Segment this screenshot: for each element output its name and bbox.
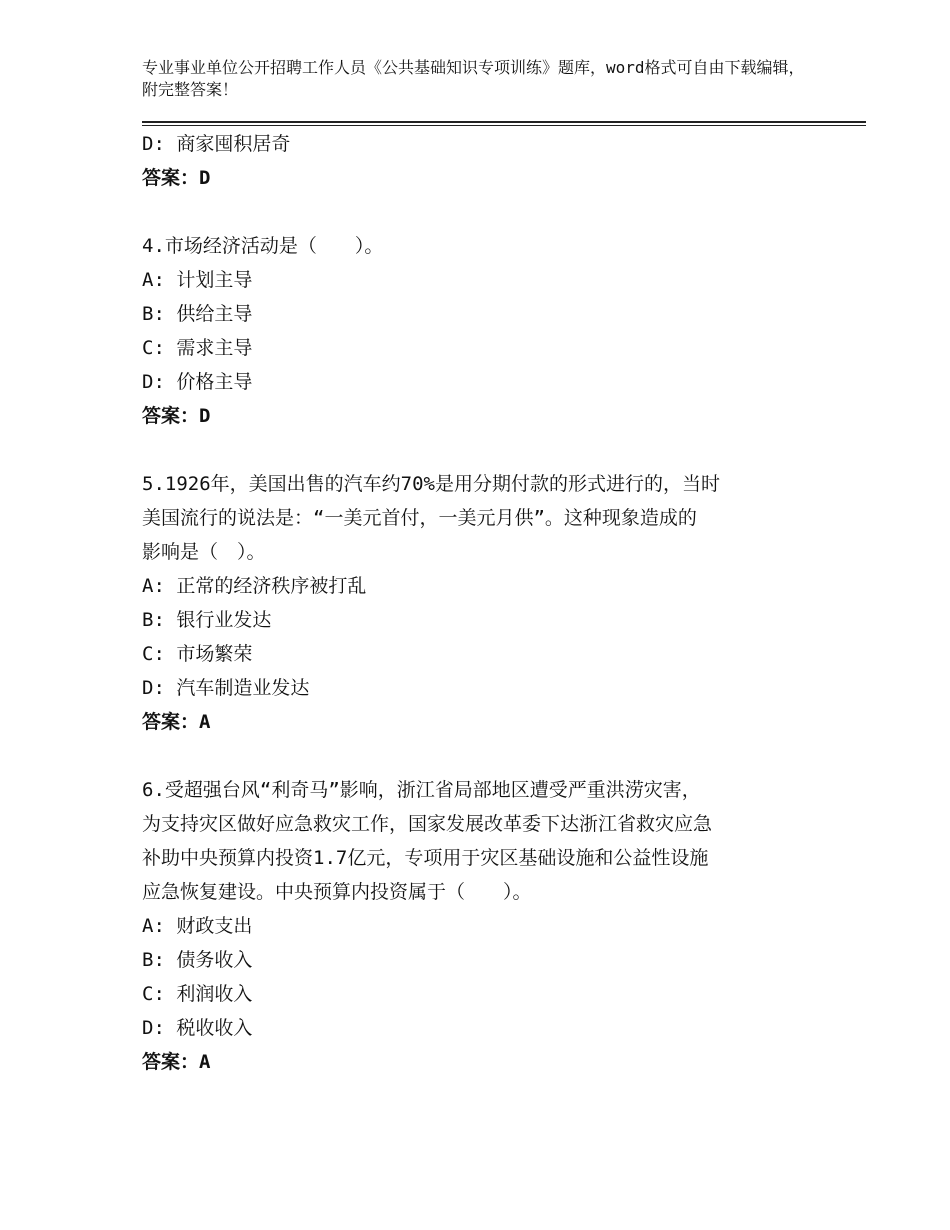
header-rule-thin — [142, 125, 866, 126]
question-list — [142, 127, 822, 1079]
option-a: A: 正常的经济秩序被打乱 — [142, 575, 367, 597]
option-a: A: 财政支出 — [142, 915, 253, 937]
option-d: D: 税收收入 — [142, 1017, 253, 1039]
page-header: 专业事业单位公开招聘工作人员《公共基础知识专项训练》题库，word格式可自由下载编辑，附完整答案！ — [142, 58, 805, 99]
question-text-line: 美国流行的说法是：“一美元首付，一美元月供”。这种现象造成的 — [142, 507, 697, 529]
option-c: C: 市场繁荣 — [142, 643, 253, 665]
option-d: D: 汽车制造业发达 — [142, 677, 310, 699]
option-c: C: 需求主导 — [142, 337, 253, 359]
header-rule-thick — [142, 121, 866, 123]
question-text-line: 6.受超强台风“利奇马”影响，浙江省局部地区遭受严重洪涝灾害， — [142, 779, 701, 801]
option-b: B: 债务收入 — [142, 949, 253, 971]
spacer — [142, 195, 822, 229]
question-text-line: 5.1926年，美国出售的汽车约70%是用分期付款的形式进行的，当时 — [142, 473, 720, 495]
option-c: C: 利润收入 — [142, 983, 253, 1005]
question-6 — [142, 773, 822, 1079]
spacer — [142, 433, 822, 467]
question-3-tail — [142, 127, 822, 195]
question-4 — [142, 229, 822, 433]
answer: 答案：D — [142, 167, 211, 189]
question-5 — [142, 467, 822, 739]
option-d: D: 价格主导 — [142, 371, 253, 393]
question-text-line: 为支持灾区做好应急救灾工作，国家发展改革委下达浙江省救灾应急 — [142, 813, 713, 835]
question-text-line: 应急恢复建设。中央预算内投资属于（ ）。 — [142, 881, 532, 903]
question-text-line: 补助中央预算内投资1.7亿元，专项用于灾区基础设施和公益性设施 — [142, 847, 709, 869]
answer: 答案：A — [142, 1051, 211, 1073]
question-text: 4.市场经济活动是（ ）。 — [142, 235, 384, 257]
option-d: D: 商家囤积居奇 — [142, 133, 291, 155]
question-text-line: 影响是（ ）。 — [142, 541, 266, 563]
spacer — [142, 739, 822, 773]
option-b: B: 银行业发达 — [142, 609, 272, 631]
option-b: B: 供给主导 — [142, 303, 253, 325]
answer: 答案：A — [142, 711, 211, 733]
option-a: A: 计划主导 — [142, 269, 253, 291]
answer: 答案：D — [142, 405, 211, 427]
